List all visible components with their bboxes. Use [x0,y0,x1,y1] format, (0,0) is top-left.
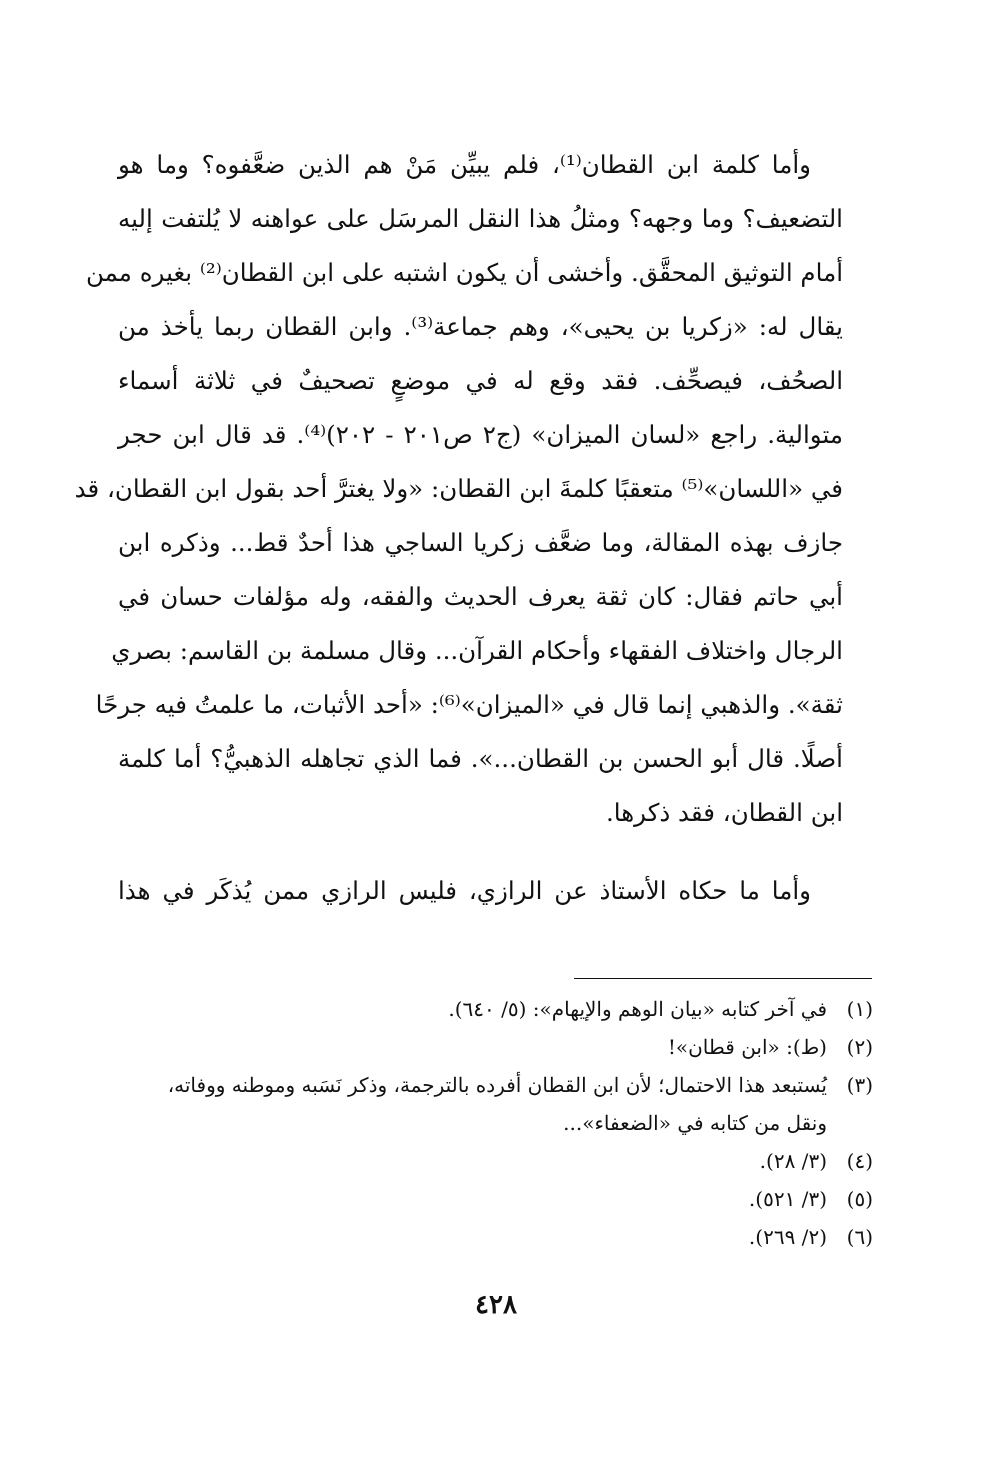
text-line: وأما ما حكاه الأستاذ عن الرازي، فليس الرازي ممن يُذكَر في هذا [118,876,811,905]
footnote-2 [118,1028,873,1066]
footnote-separator [574,978,872,979]
footnotes [118,990,873,1256]
text-line: الرجال واختلاف الفقهاء وأحكام القرآن... وقال مسلمة بن القاسم: بصري [111,636,843,665]
text-line: الصحُف، فيصحِّف. فقد وقع له في موضعٍ تصحيفٌ في ثلاثة أسماء [118,366,843,395]
footnote-number: (٤) [846,1149,873,1173]
footnote-text: ونقل من كتابه في «الضعفاء»... [563,1111,827,1135]
footnote-text: في آخر كتابه «بيان الوهم والإيهام»: (٥/ ٦٤٠). [448,997,827,1021]
footnote-text: (٢/ ٢٦٩). [748,1225,827,1249]
text-line: يقال له: «زكريا بن يحيى»، وهم جماعة⁽³⁾. وابن القطان ربما يأخذ من [118,312,843,341]
text-line: أصلًا. قال أبو الحسن بن القطان...». فما الذي تجاهله الذهبيُّ؟ أما كلمة [118,744,843,773]
footnote-text: (ط): «ابن قطان»! [667,1035,827,1059]
footnote-number: (٦) [846,1225,873,1249]
footnote-3 [118,1066,873,1104]
footnote-4 [118,1142,873,1180]
footnote-1 [118,990,873,1028]
footnote-text: يُستبعد هذا الاحتمال؛ لأن ابن القطان أفرده بالترجمة، وذكر نَسَبه وموطنه ووفاته، [167,1073,827,1097]
footnote-6 [118,1218,873,1256]
footnote-text: (٣/ ٢٨). [759,1149,827,1173]
footnote-5 [118,1180,873,1218]
text-line: جازف بهذه المقالة، وما ضعَّف زكريا الساجي هذا أحدٌ قط... وذكره ابن [118,528,843,557]
text-line: ثقة». والذهبي إنما قال في «الميزان»⁽⁶⁾: «أحد الأثبات، ما علمتُ فيه جرحًا [95,690,843,719]
paragraph-1 [74,138,873,840]
footnote-number: (٥) [846,1187,873,1211]
footnote-3-continued [118,1104,873,1142]
paragraph-2 [118,864,873,918]
main-text [74,138,873,918]
paragraph-gap [118,840,873,864]
text-line: أمام التوثيق المحقَّق. وأخشى أن يكون اشتبه على ابن القطان⁽²⁾ بغيره ممن [85,258,843,287]
footnote-number: (٢) [846,1035,873,1059]
text-line: في «اللسان»⁽⁵⁾ متعقبًا كلمةَ ابن القطان: «ولا يغترَّ أحد بقول ابن القطان، قد [74,474,843,503]
text-line: التضعيف؟ وما وجهه؟ ومثلُ هذا النقل المرسَل على عواهنه لا يُلتفت إليه [118,204,843,233]
text-line: وأما كلمة ابن القطان⁽¹⁾، فلم يبيِّن مَنْ هم الذين ضعَّفوه؟ وما هو [118,150,811,179]
footnote-number: (٣) [846,1073,873,1097]
page-number: ٤٢٨ [475,1290,517,1320]
text-line: متوالية. راجع «لسان الميزان» (ج٢ ص٢٠١ - ٢٠٢)⁽⁴⁾. قد قال ابن حجر [118,420,843,449]
text-line: ابن القطان، فقد ذكرها. [606,798,843,827]
text-line: أبي حاتم فقال: كان ثقة يعرف الحديث والفقه، وله مؤلفات حسان في [118,582,843,611]
footnote-text: (٣/ ٥٢١). [748,1187,827,1211]
footnote-number: (١) [846,997,873,1021]
